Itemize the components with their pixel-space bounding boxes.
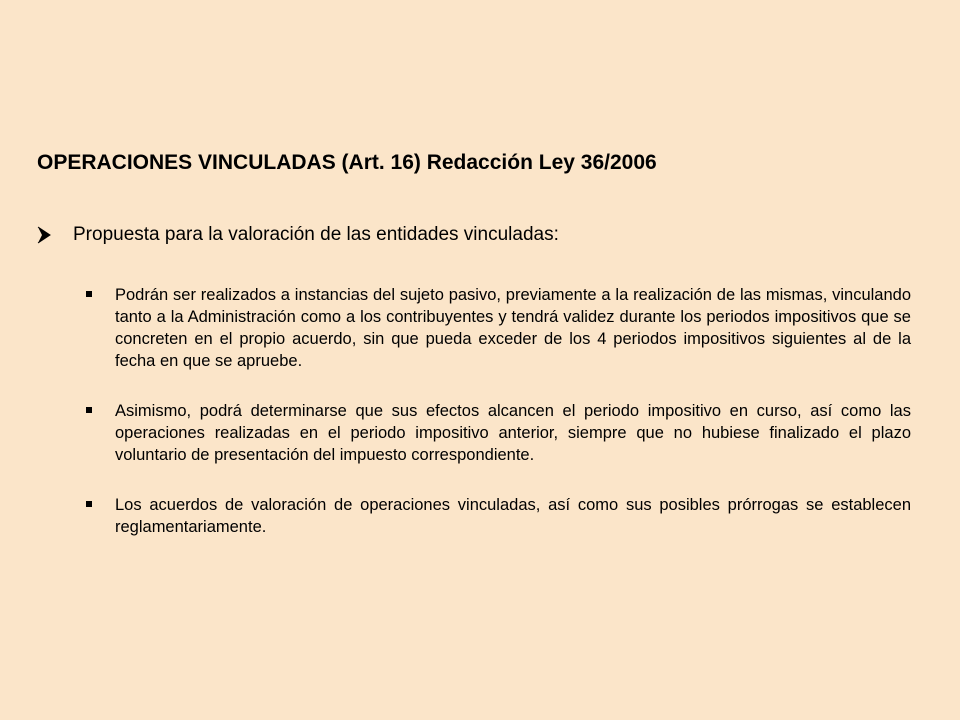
subtitle-text: Propuesta para la valoración de las entidades vinculadas: [73,224,559,245]
bullet-item [86,400,911,466]
square-bullet-icon [86,407,92,413]
square-bullet-icon [86,291,92,297]
slide-title: OPERACIONES VINCULADAS (Art. 16) Redacción Ley 36/2006 [37,151,657,174]
bullet-item [86,284,911,372]
bullet-item [86,494,911,538]
bullet-list [86,284,911,538]
square-bullet-icon [86,501,92,507]
bullet-text: Asimismo, podrá determinarse que sus efectos alcancen el periodo impositivo en curso, así como las operaciones realizadas en el periodo impositivo anterior, siempre que no hubiese finalizado el plazo voluntario de presentación del impuesto correspondiente. [115,402,911,464]
subtitle-row [37,224,559,246]
arrowhead-icon [37,226,51,244]
bullet-text: Podrán ser realizados a instancias del sujeto pasivo, previamente a la realización de las mismas, vinculando tanto a la Administración como a los contribuyentes y tendrá validez durante los periodos impositivos que se concreten en el propio acuerdo, sin que pueda exceder de los 4 periodos impositivos siguientes al de la fecha en que se apruebe. [115,286,911,370]
bullet-text: Los acuerdos de valoración de operaciones vinculadas, así como sus posibles prórrogas se establecen reglamentariamente. [115,496,911,536]
